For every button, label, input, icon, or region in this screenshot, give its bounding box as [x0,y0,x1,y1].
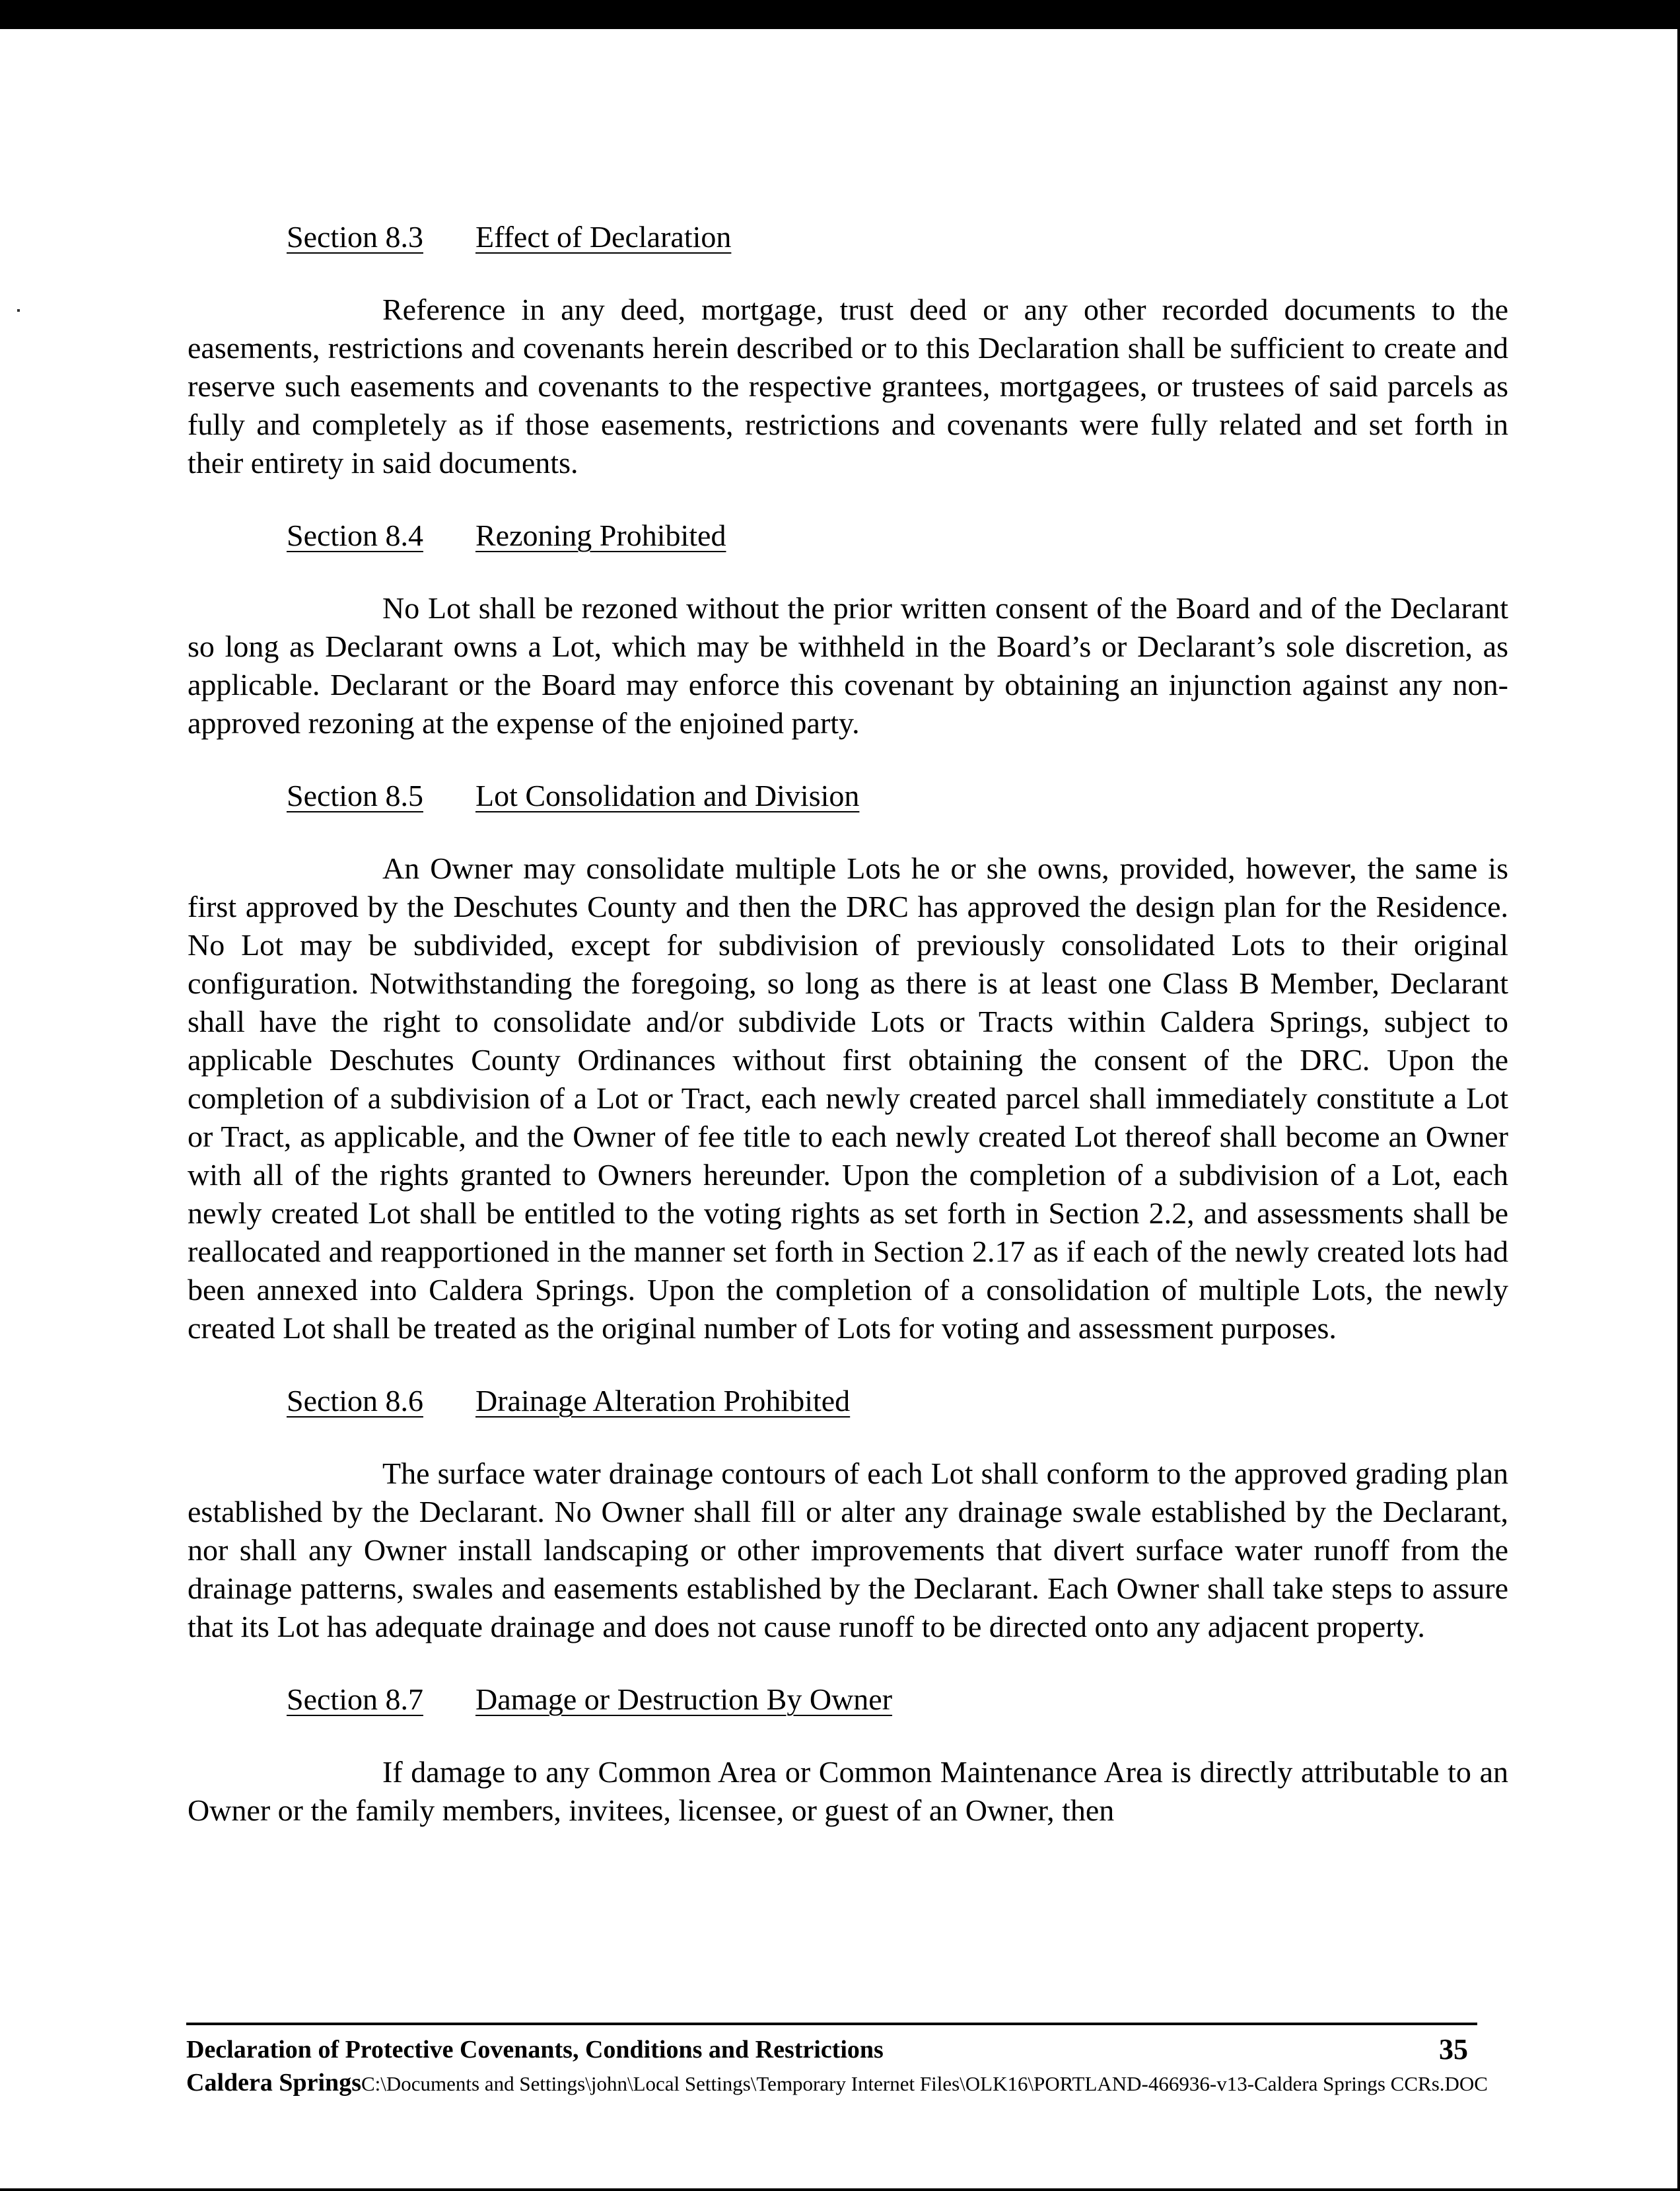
section-heading-8-6 [287,1382,1508,1420]
section-heading-8-3 [287,218,1508,256]
section-title: Lot Consolidation and Division [475,779,860,812]
footer-title-line [186,2033,1494,2066]
section-heading-8-5 [287,777,1508,815]
section-number: Section 8.7 [287,1682,423,1716]
section-body-8-4: No Lot shall be rezoned without the prior written consent of the Board and of the Declarant so long as Declarant owns a Lot, which may be withheld in the Board’s or Declarant’s sole discretion, as applicable. Declarant or the Board may enforce this covenant by obtaining an injunction against any non-approved rezoning at the expense of the enjoined party. [188,591,1508,740]
section-body-8-7: If damage to any Common Area or Common Maintenance Area is directly attributable to an Owner or the family members, invitees, licensee, or guest of an Owner, then [188,1755,1508,1827]
scan-top-border [0,0,1680,29]
scan-speck [17,309,20,312]
section-title: Rezoning Prohibited [475,519,726,552]
scan-right-border [1677,0,1680,2191]
section-title: Drainage Alteration Prohibited [475,1384,851,1418]
section-body-8-5: An Owner may consolidate multiple Lots he or she owns, provided, however, the same is first approved by the Deschutes County and then the DRC has approved the design plan for the Residence. No Lot may be subdivided, except for subdivision of previously consolidated Lots to their original configuration. Notwithstanding the foregoing, so long as there is at least one Class B Member, Declarant shall have the right to consolidate and/or subdivide Lots or Tracts within Caldera Springs, subject to applicable Deschutes County Ordinances without first obtaining the consent of the DRC. Upon the completion of a subdivision of a Lot or Tract, each newly created parcel shall immediately constitute a Lot or Tract, as applicable, and the Owner of fee title to each newly created Lot thereof shall become an Owner with all of the rights granted to Owners hereunder. Upon the completion of a subdivision of a Lot, each newly created Lot shall be entitled to the voting rights as set forth in Section 2.2, and assessments shall be reallocated and reapportioned in the manner set forth in Section 2.17 as if each of the newly created lots had been annexed into Caldera Springs. Upon the completion of a consolidation of multiple Lots, the newly created Lot shall be treated as the original number of Lots for voting and assessment purposes. [188,851,1508,1345]
section-body-8-3: Reference in any deed, mortgage, trust deed or any other recorded documents to the easements, restrictions and covenants herein described or to this Declaration shall be sufficient to create and reserve such easements and covenants to the respective grantees, mortgagees, or trustees of said parcels as fully and completely as if those easements, restrictions and covenants were fully related and set forth in their entirety in said documents. [188,293,1508,480]
section-number: Section 8.4 [287,519,423,552]
section-number: Section 8.6 [287,1384,423,1418]
section-number: Section 8.5 [287,779,423,812]
section-title: Effect of Declaration [475,220,732,254]
section-title: Damage or Destruction By Owner [475,1682,893,1716]
footer-document-title: Declaration of Protective Covenants, Conditions and Restrictions [186,2036,884,2064]
section-body-8-6: The surface water drainage contours of each Lot shall conform to the approved grading plan established by the Declarant. No Owner shall fill or alter any drainage swale established by the Declarant, nor shall any Owner install landscaping or other improvements that divert surface water runoff from the drainage patterns, swales and easements established by the Declarant. Each Owner shall take steps to assure that its Lot has adequate drainage and does not cause runoff to be directed onto any adjacent property. [188,1456,1508,1643]
page-footer [186,2033,1494,2101]
section-number: Section 8.3 [287,220,423,254]
section-heading-8-7 [287,1680,1508,1719]
footer-file-path: C:\Documents and Settings\john\Local Settings\Temporary Internet Files\OLK16\PORTLAND-466936-v13-Caldera Springs CCRs.DOC [361,2072,1488,2095]
document-body [188,218,1508,1830]
footer-rule [186,2023,1477,2025]
scan-bottom-border [0,2188,1680,2191]
section-heading-8-4 [287,517,1508,555]
footer-project-name: Caldera Springs [186,2069,361,2097]
footer-file-line [186,2066,1494,2101]
page-number: 35 [1439,2033,1468,2065]
